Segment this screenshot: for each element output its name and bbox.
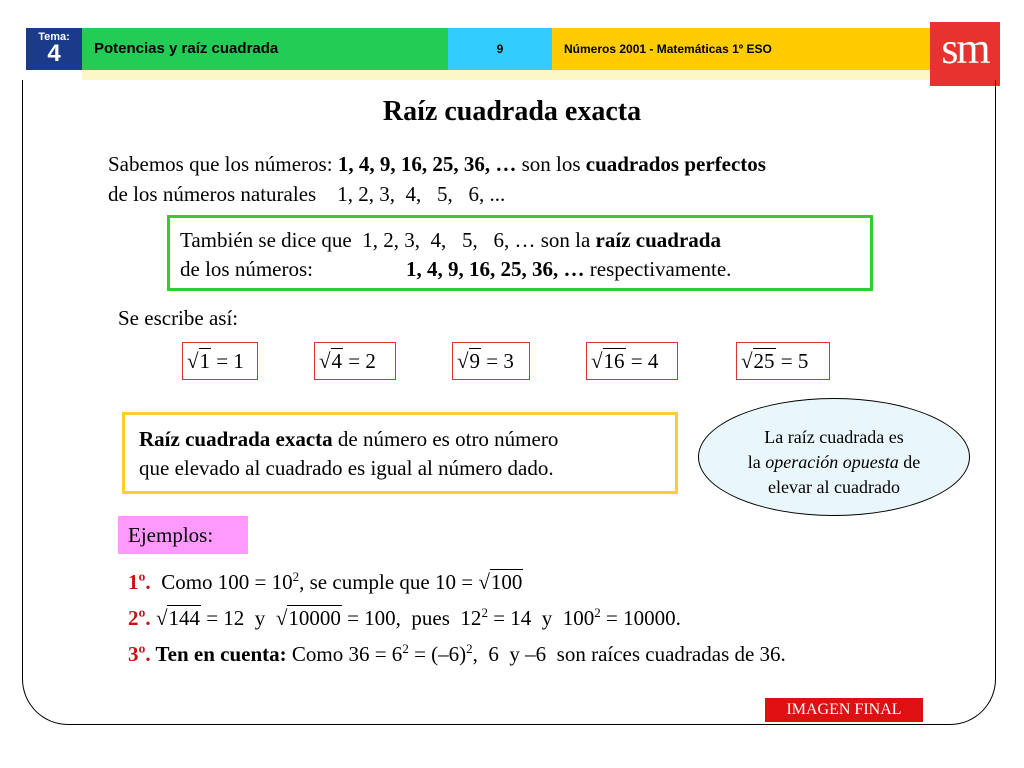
- topic-title: Potencias y raíz cuadrada: [82, 28, 448, 70]
- exponent: 2: [481, 605, 488, 620]
- radicand: 144: [168, 606, 200, 630]
- radicand: 100: [490, 570, 523, 594]
- definition-box: [122, 412, 678, 494]
- green-text: También se dice que 1, 2, 3, 4, 5, 6, … son la: [180, 228, 596, 252]
- intro-line-1: [108, 150, 766, 179]
- example-text: Como 36 = 6: [286, 642, 403, 666]
- example-text: = 12 y: [200, 606, 276, 630]
- example-number: 3º.: [128, 642, 151, 666]
- tema-number: 4: [47, 40, 61, 67]
- intro-text: son los: [516, 152, 586, 176]
- se-escribe-label: Se escribe así:: [118, 306, 239, 330]
- note-term: Ten en cuenta:: [150, 642, 287, 666]
- exponent: 2: [594, 605, 601, 620]
- perfect-squares-term: cuadrados perfectos: [585, 152, 766, 176]
- opposite-operation-term: operación opuesta: [765, 452, 899, 472]
- radicand: 4: [331, 349, 343, 373]
- page-title: Raíz cuadrada exacta: [382, 96, 642, 127]
- page-number: 9: [448, 28, 552, 70]
- ellipse-line-1: La raíz cuadrada es: [764, 427, 904, 447]
- radicand: 25: [753, 349, 775, 373]
- example-3: [128, 634, 786, 669]
- intro-text: Sabemos que los números:: [108, 152, 338, 176]
- ellipse-line-2: [699, 450, 969, 475]
- radicand: 10000: [288, 606, 341, 630]
- example-text: , se cumple que: [299, 570, 435, 594]
- tema-label: Tema:: [38, 31, 70, 43]
- example-2: 2º. √144 = 12 y √10000 = 100, pues $12^2 = 14$ y $100^2 = 10000$.: [128, 605, 681, 630]
- radicand: 16: [603, 349, 625, 373]
- root-result: = 5: [780, 349, 809, 373]
- opposite-operation-ellipse: [698, 398, 970, 516]
- intro-line-2: de los números naturales 1, 2, 3, 4, 5, 6, ...: [108, 182, 506, 206]
- sm-logo: sm: [930, 22, 1000, 86]
- numbers-list: 1, 4, 9, 16, 25, 36, …: [406, 257, 585, 281]
- green-line-2: [180, 255, 860, 284]
- root-box-3: √9 = 3: [452, 342, 530, 380]
- radicand: 1: [199, 349, 211, 373]
- root-result: = 1: [216, 349, 244, 373]
- root-result: = 2: [348, 349, 376, 373]
- green-text: respectivamente.: [584, 257, 732, 281]
- root-box-2: √4 = 2: [314, 342, 396, 380]
- example-number: 1º.: [128, 570, 151, 594]
- definition-text: de número es otro número: [332, 427, 559, 451]
- exponent: 2: [402, 641, 409, 656]
- root-box-1: √1 = 1: [182, 342, 258, 380]
- tema-badge: [26, 28, 82, 70]
- ellipse-line-3: elevar al cuadrado: [768, 477, 900, 497]
- square-root-term: raíz cuadrada: [595, 228, 721, 252]
- book-title: Números 2001 - Matemáticas 1º ESO: [552, 28, 930, 70]
- examples-label: Ejemplos:: [118, 516, 248, 554]
- exponent: 2: [466, 641, 473, 656]
- definition-line-1: [139, 425, 661, 454]
- example-1: 1º. Como $100 = 10^2$, se cumple que 10 = √100: [128, 569, 523, 594]
- definition-line-2: que elevado al cuadrado es igual al número dado.: [139, 456, 554, 480]
- example-text: , 6 y –6 son raíces cuadradas de 36.: [472, 642, 786, 666]
- ellipse-text: la: [747, 452, 766, 472]
- green-text: de los números:: [180, 257, 313, 281]
- exponent: 2: [292, 569, 300, 584]
- green-note-box: [167, 215, 873, 291]
- example-text: 10 =: [435, 570, 479, 594]
- definition-term: Raíz cuadrada exacta: [139, 427, 333, 451]
- root-box-5: √25 = 5: [736, 342, 830, 380]
- example-text: = 10000.: [600, 606, 681, 630]
- header-stripe: [82, 70, 930, 80]
- example-text: Como 100 = 10: [150, 570, 293, 594]
- example-text: = 14 y 100: [487, 606, 595, 630]
- root-result: = 4: [630, 349, 659, 373]
- root-box-4: √16 = 4: [586, 342, 678, 380]
- example-number: 2º.: [128, 606, 151, 630]
- root-result: = 3: [486, 349, 514, 373]
- example-text: = (–6): [408, 642, 467, 666]
- ellipse-text: de: [898, 452, 921, 472]
- imagen-final-button[interactable]: IMAGEN FINAL: [765, 698, 923, 722]
- example-text: = 100, pues 12: [341, 606, 482, 630]
- radicand: 9: [469, 349, 481, 373]
- green-line-1: [180, 226, 860, 255]
- perfect-squares-list: 1, 4, 9, 16, 25, 36, …: [337, 152, 517, 176]
